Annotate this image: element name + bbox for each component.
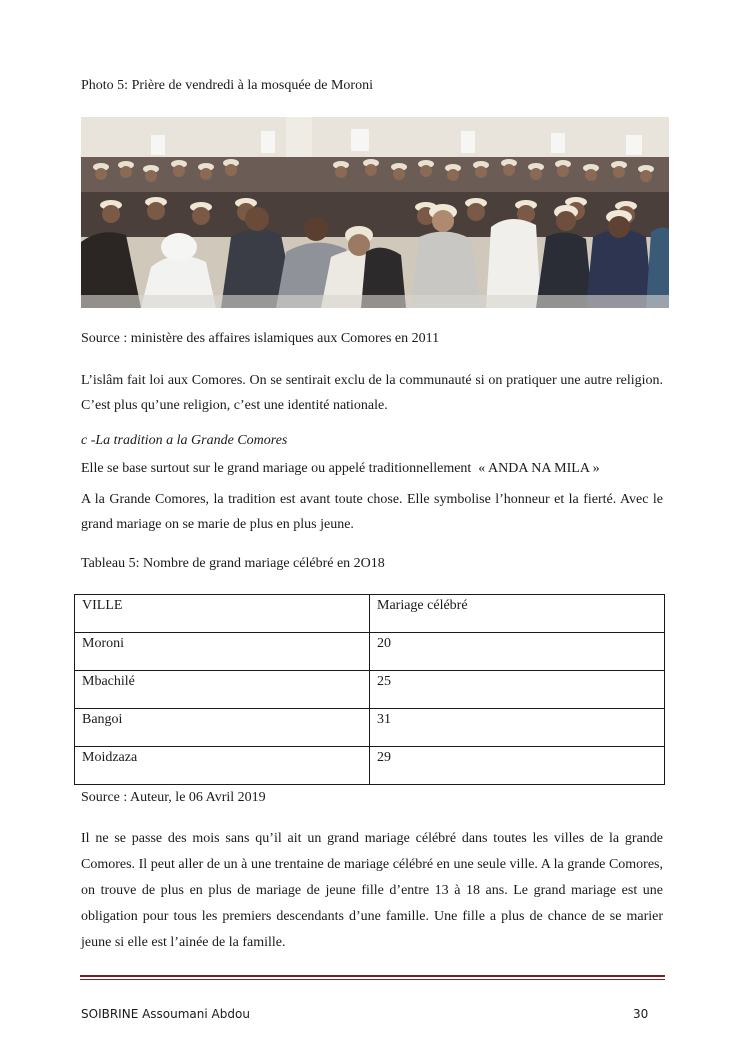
footer-rule-thick bbox=[80, 975, 665, 977]
table-cell-city: Bangoi bbox=[75, 709, 370, 747]
table-row bbox=[75, 747, 665, 785]
photo-source: Source : ministère des affaires islamiques aux Comores en 2011 bbox=[81, 331, 440, 346]
table-cell-count: 20 bbox=[370, 633, 665, 671]
table-cell-city: Mbachilé bbox=[75, 671, 370, 709]
header-ville: VILLE bbox=[75, 595, 370, 633]
photo-caption: Photo 5: Prière de vendredi à la mosquée de Moroni bbox=[81, 78, 373, 93]
table-cell-city: Moidzaza bbox=[75, 747, 370, 785]
table-header-row bbox=[75, 595, 665, 633]
marriage-table bbox=[74, 594, 665, 785]
paragraph-islam: L’islâm fait loi aux Comores. On se sentirait exclu de la communauté si on pratiquer une autre religion. C’est plus qu’une religion, c’est une identité nationale. bbox=[81, 373, 663, 413]
paragraph-grand-mariage: Elle se base surtout sur le grand mariage ou appelé traditionnellement « ANDA NA MILA » bbox=[81, 461, 600, 476]
table-cell-count: 31 bbox=[370, 709, 665, 747]
table-caption: Tableau 5: Nombre de grand mariage célébré en 2O18 bbox=[81, 556, 385, 571]
table-row bbox=[75, 671, 665, 709]
header-mariage: Mariage célébré bbox=[370, 595, 665, 633]
table-row bbox=[75, 709, 665, 747]
paragraph-marriage-stats: Il ne se passe des mois sans qu’il ait un grand mariage célébré dans toutes les villes de la grande Comores. Il peut aller de un à une trentaine de mariage célébré en une seule ville. A la grande Comores, on trouve de plus en plus de mariage de jeune fille d’entre 13 à 18 ans. Le grand mariage est une obligation pour tous les premiers descendants d’une famille. Une fille a plus de chance de se marier jeune si elle est l’ainée de la famille. bbox=[81, 831, 663, 950]
table-source: Source : Auteur, le 06 Avril 2019 bbox=[81, 790, 266, 805]
mosque-prayer-photo bbox=[81, 117, 669, 308]
section-heading: c -La tradition a la Grande Comores bbox=[81, 433, 288, 448]
paragraph-tradition: A la Grande Comores, la tradition est avant toute chose. Elle symbolise l’honneur et la fierté. Avec le grand mariage on se marie de plus en plus jeune. bbox=[81, 492, 663, 532]
table-cell-city: Moroni bbox=[75, 633, 370, 671]
table-cell-count: 29 bbox=[370, 747, 665, 785]
footer-author: SOIBRINE Assoumani Abdou bbox=[81, 1007, 250, 1021]
page-number: 30 bbox=[633, 1007, 649, 1021]
table-row bbox=[75, 633, 665, 671]
table-cell-count: 25 bbox=[370, 671, 665, 709]
footer-rule-thin bbox=[80, 979, 665, 980]
